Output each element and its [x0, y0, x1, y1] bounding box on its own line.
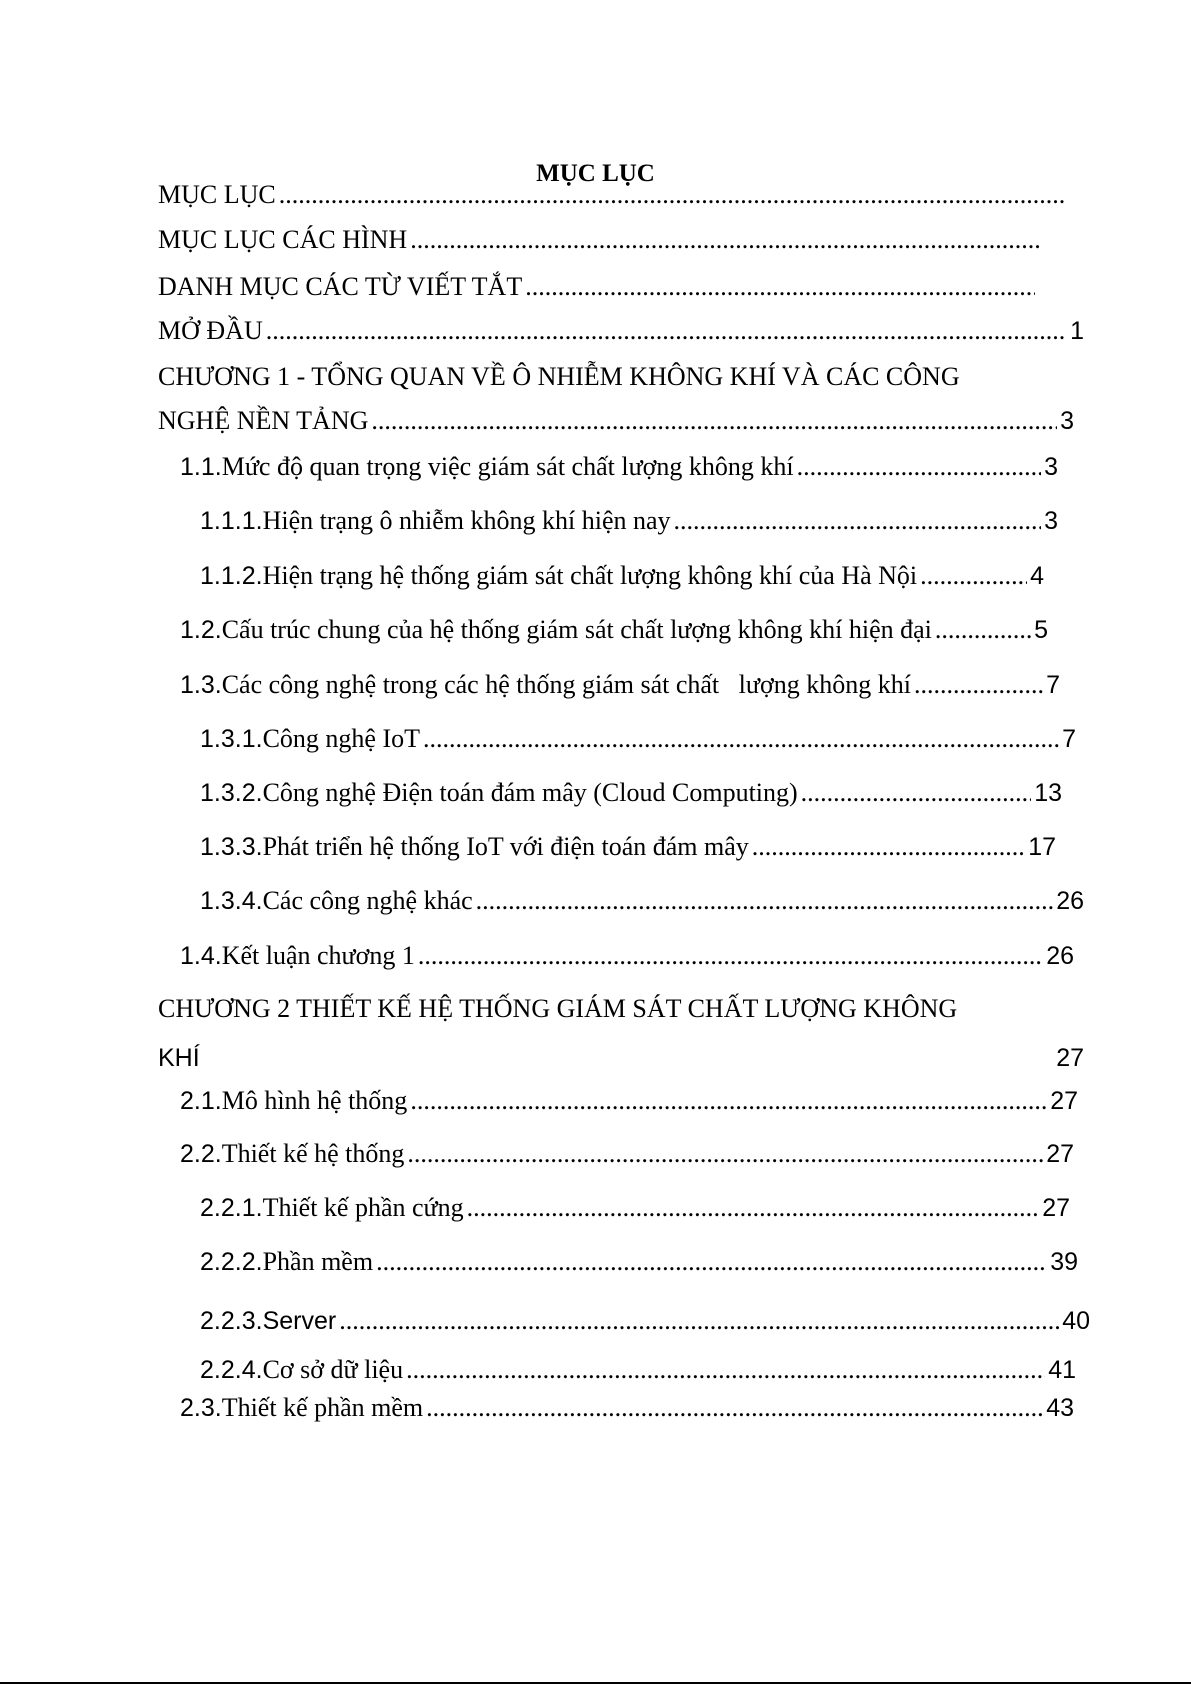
toc-leader	[426, 1393, 1043, 1423]
toc-section-number: 2.3.	[180, 1394, 222, 1422]
toc-page-number: 7	[1046, 671, 1060, 699]
toc-entry-label: MỤC LỤC	[158, 180, 276, 209]
toc-leader	[801, 778, 1032, 808]
toc-entry-label: Mức độ quan trọng việc giám sát chất lượng không khí	[221, 452, 794, 481]
toc-leader	[674, 506, 1042, 536]
toc-section-number: 2.1.	[180, 1087, 222, 1115]
toc-entry-label: Cấu trúc chung của hệ thống giám sát chất lượng không khí hiện đại	[221, 615, 932, 644]
toc-leader	[410, 225, 1040, 255]
toc-entry-label: Server	[262, 1307, 337, 1335]
toc-entry[interactable]	[180, 452, 1058, 482]
toc-page-number: 27	[1046, 1140, 1074, 1168]
toc-leader	[406, 1355, 1045, 1385]
toc-entry[interactable]	[158, 272, 1038, 302]
toc-entry-label: Phát triển hệ thống IoT với điện toán đám mây	[262, 832, 749, 861]
toc-page-number: 27	[1042, 1194, 1070, 1222]
toc-page-number: 26	[1046, 942, 1074, 970]
toc-section-number: 1.3.2.	[200, 779, 263, 807]
toc-leader	[410, 1086, 1047, 1116]
toc-page-number: 3	[1044, 453, 1058, 481]
toc-entry-label: Hiện trạng ô nhiễm không khí hiện nay	[262, 506, 671, 535]
toc-page-number: 3	[1044, 507, 1058, 535]
toc-entry[interactable]	[200, 832, 1056, 862]
toc-leader	[279, 180, 1067, 210]
toc-page-number: 5	[1034, 616, 1048, 644]
toc-section-number: 2.2.4.	[200, 1356, 263, 1384]
toc-entry[interactable]	[158, 180, 1070, 210]
toc-leader	[476, 886, 1054, 916]
toc-entry-label: Phần mềm	[262, 1247, 374, 1276]
toc-entry[interactable]	[180, 1393, 1074, 1423]
toc-entry[interactable]	[200, 1193, 1070, 1223]
toc-entry[interactable]	[200, 506, 1058, 536]
toc-leader	[467, 1193, 1040, 1223]
toc-leader	[371, 406, 1057, 436]
toc-entry[interactable]	[180, 670, 1060, 700]
toc-entry-label: Mô hình hệ thống	[221, 1086, 408, 1115]
toc-entry[interactable]	[158, 225, 1043, 255]
toc-page-number: 7	[1062, 725, 1076, 753]
toc-leader	[525, 272, 1035, 302]
toc-leader	[339, 1306, 1059, 1336]
toc-section-number: 1.3.	[180, 671, 222, 699]
toc-leader	[418, 941, 1043, 971]
toc-section-number: 2.2.2.	[200, 1248, 263, 1276]
toc-entry[interactable]	[200, 561, 1044, 591]
toc-entry-label: DANH MỤC CÁC TỪ VIẾT TẮT	[158, 272, 523, 301]
toc-leader	[920, 561, 1027, 591]
toc-section-number: 2.2.	[180, 1140, 222, 1168]
toc-entry-label: Công nghệ IoT	[262, 724, 420, 753]
toc-entry-label: Các công nghệ khác	[262, 886, 473, 915]
toc-entry[interactable]	[200, 724, 1076, 754]
toc-page-number: 40	[1062, 1307, 1090, 1335]
toc-entry-label: KHÍ	[158, 1044, 200, 1072]
toc-section-number: 1.1.	[180, 453, 222, 481]
toc-page-number: 4	[1030, 562, 1044, 590]
toc-section-number: 1.3.1.	[200, 725, 263, 753]
toc-entry-label: Thiết kế phần cứng	[262, 1193, 464, 1222]
toc-page-number: 3	[1060, 407, 1074, 435]
toc-section-number: 2.2.1.	[200, 1194, 263, 1222]
toc-page-number: 26	[1056, 887, 1084, 915]
toc-leader	[266, 316, 1067, 346]
toc-entry[interactable]	[200, 1306, 1090, 1336]
toc-leader	[407, 1139, 1043, 1169]
toc-section-number: 1.3.4.	[200, 887, 263, 915]
toc-entry-label: MỤC LỤC CÁC HÌNH	[158, 225, 408, 254]
toc-leader	[376, 1247, 1047, 1277]
toc-entry[interactable]	[200, 1247, 1078, 1277]
toc-section-number: 1.1.2.	[200, 562, 263, 590]
toc-entry-label: Thiết kế hệ thống	[221, 1139, 405, 1168]
toc-page-number: 43	[1046, 1394, 1074, 1422]
toc-page-number: 27	[1056, 1044, 1084, 1072]
toc-entry[interactable]	[180, 1086, 1078, 1116]
toc-entry-label: MỞ ĐẦU	[158, 316, 263, 345]
toc-page-number: 41	[1048, 1356, 1076, 1384]
toc-entry[interactable]	[180, 1139, 1074, 1169]
toc-entry-label: Công nghệ Điện toán đám mây (Cloud Computing)	[262, 778, 798, 807]
toc-leader	[752, 832, 1025, 862]
toc-page-number: 27	[1050, 1087, 1078, 1115]
toc-page-number: 1	[1070, 317, 1084, 345]
toc-entry-label: Thiết kế phần mềm	[221, 1393, 424, 1422]
toc-leader	[914, 670, 1043, 700]
toc-page-number: 39	[1050, 1248, 1078, 1276]
toc-leader	[797, 452, 1041, 482]
toc-section-number: 1.1.1.	[200, 507, 263, 535]
toc-entry-label: Các công nghệ trong các hệ thống giám sát chất lượng không khí	[221, 670, 911, 699]
toc-section-number: 1.3.3.	[200, 833, 263, 861]
toc-page-number: 13	[1034, 779, 1062, 807]
toc-entry[interactable]	[180, 941, 1074, 971]
toc-entry-label: Cơ sở dữ liệu	[262, 1355, 404, 1384]
page-bottom-rule	[0, 1682, 1191, 1684]
toc-chapter-title[interactable]: CHƯƠNG 2 THIẾT KẾ HỆ THỐNG GIÁM SÁT CHẤT LƯỢNG KHÔNG	[158, 994, 958, 1023]
toc-leader	[423, 724, 1059, 754]
toc-page-number: 17	[1028, 833, 1056, 861]
toc-chapter-title[interactable]: CHƯƠNG 1 - TỔNG QUAN VỀ Ô NHIỄM KHÔNG KHÍ VÀ CÁC CÔNG	[158, 362, 960, 391]
toc-entry[interactable]	[180, 615, 1048, 645]
toc-section-number: 1.4.	[180, 942, 222, 970]
page-title: MỤC LỤC	[536, 160, 655, 187]
toc-entry[interactable]	[158, 406, 1074, 436]
toc-leader	[935, 615, 1031, 645]
toc-entry-label: Hiện trạng hệ thống giám sát chất lượng không khí của Hà Nội	[262, 561, 918, 590]
toc-entry[interactable]	[158, 316, 1084, 346]
toc-entry-label: Kết luận chương 1	[221, 941, 415, 970]
toc-entry[interactable]	[158, 1044, 1084, 1073]
toc-section-number: 1.2.	[180, 616, 222, 644]
toc-entry[interactable]	[200, 1355, 1076, 1385]
toc-section-number: 2.2.3.	[200, 1307, 263, 1335]
toc-entry[interactable]	[200, 778, 1062, 808]
toc-entry[interactable]	[200, 886, 1084, 916]
toc-entry-label: NGHỆ NỀN TẢNG	[158, 406, 369, 435]
